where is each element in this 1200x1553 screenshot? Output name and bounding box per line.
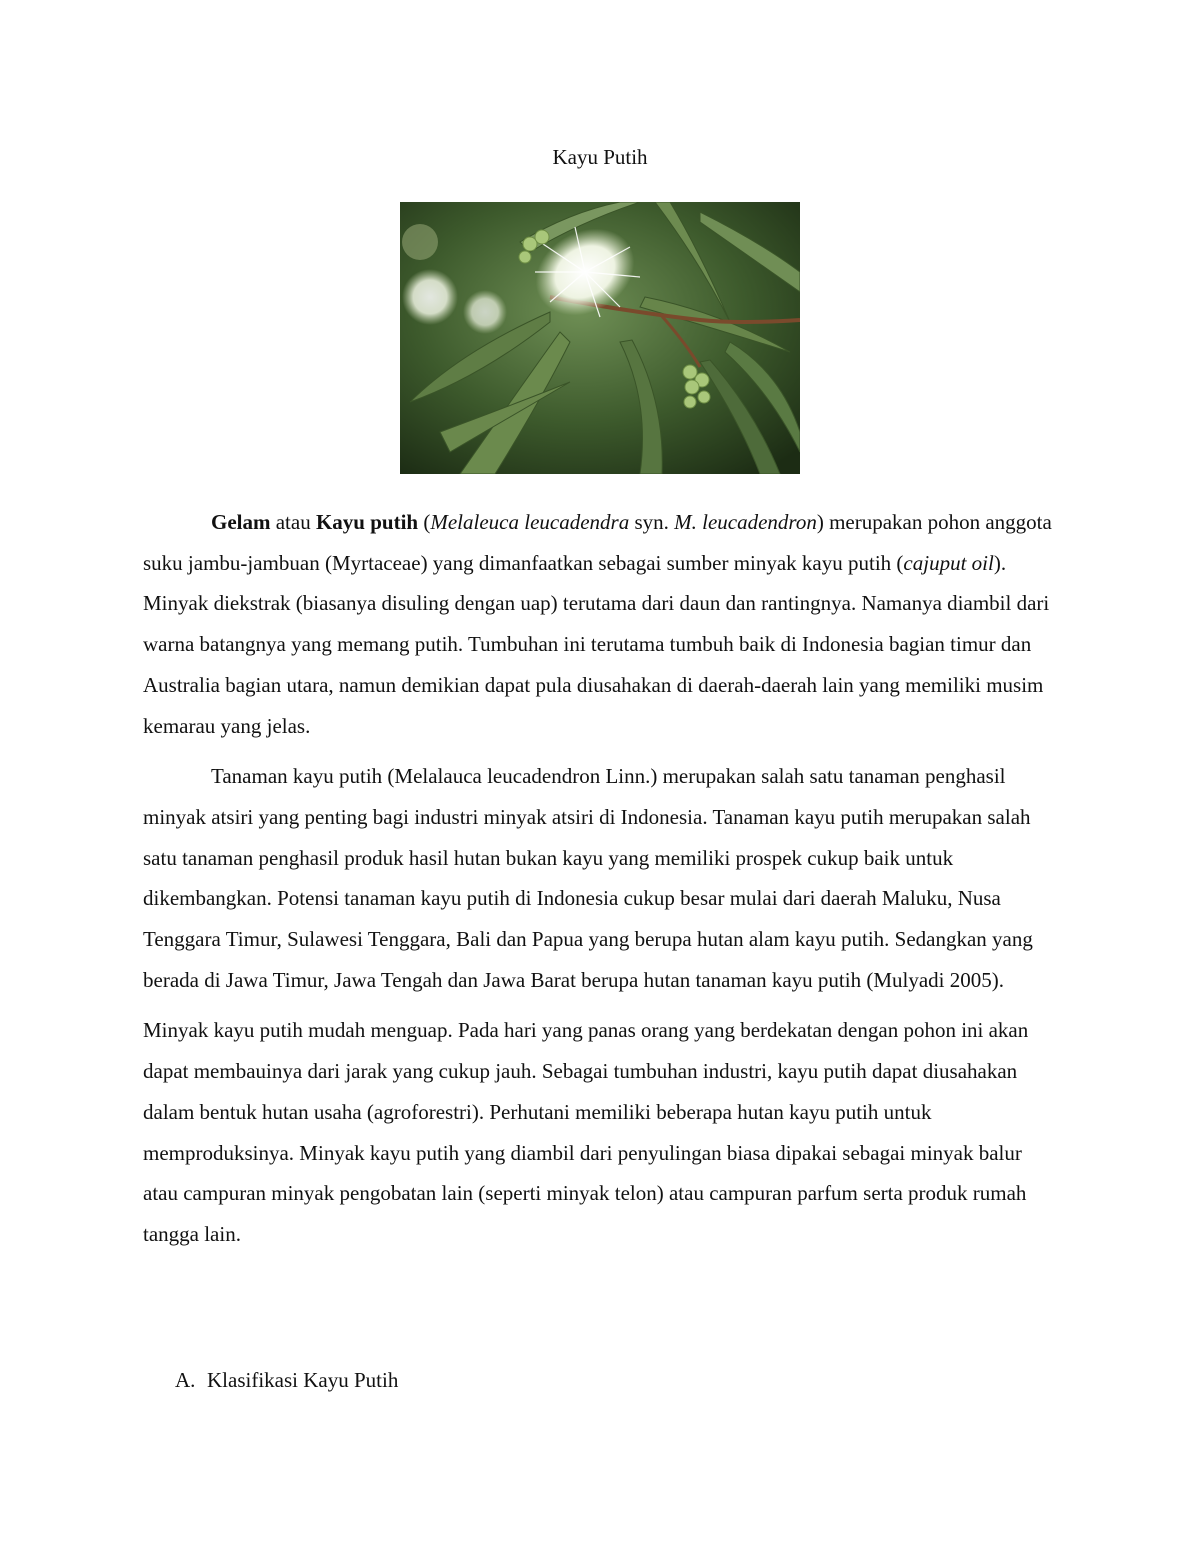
section-label: Klasifikasi Kayu Putih	[207, 1368, 399, 1392]
flower-illustration	[400, 202, 800, 474]
term-gelam: Gelam	[211, 510, 271, 534]
paragraph-2: Tanaman kayu putih (Melalauca leucadendron Linn.) merupakan salah satu tanaman penghasil minyak atsiri yang penting bagi industri minyak atsiri di Indonesia. Tanaman kayu putih merupakan salah satu tanaman penghasil produk hasil hutan bukan kayu yang memiliki prospek cukup baik untuk dikembangkan. Potensi tanaman kayu putih di Indonesia cukup besar mulai dari daerah Maluku, Nusa Tenggara Timur, Sulawesi Tenggara, Bali dan Papua yang berupa hutan alam kayu putih. Sedangkan yang berada di Jawa Timur, Jawa Tengah dan Jawa Barat berupa hutan tanaman kayu putih (Mulyadi 2005).	[143, 764, 1033, 992]
text-span: atau	[270, 510, 316, 534]
body-text	[143, 502, 1058, 1255]
text-span: ) merupakan pohon anggota suku jambu-jambuan (Myrtaceae) yang dimanfaatkan sebagai sumber minyak kayu putih (	[143, 510, 1052, 575]
paragraph-3: Minyak kayu putih mudah menguap. Pada hari yang panas orang yang berdekatan dengan pohon ini akan dapat membauinya dari jarak yang cukup jauh. Sebagai tumbuhan industri, kayu putih dapat diusahakan dalam bentuk hutan usaha (agroforestri). Perhutani memiliki beberapa hutan kayu putih untuk memproduksinya. Minyak kayu putih yang diambil dari penyulingan biasa dipakai sebagai minyak balur atau campuran minyak pengobatan lain (seperti minyak telon) atau campuran parfum serta produk rumah tangga lain.	[143, 1018, 1029, 1246]
text-span: (	[418, 510, 431, 534]
document-title: Kayu Putih	[552, 145, 648, 169]
section-number: A.	[175, 1368, 196, 1392]
term-cajuput-oil: cajuput oil	[903, 550, 994, 575]
paragraph-1	[143, 502, 1058, 746]
text-span: ). Minyak diekstrak (biasanya disuling dengan uap) terutama dari daun dan rantingnya. Namanya diambil dari warna batangnya yang memang putih. Tumbuhan ini terutama tumbuh baik di Indonesia bagian timur dan Australia bagian utara, namun demikian dapat pula diusahakan di daerah-daerah lain yang memiliki musim kemarau yang jelas.	[143, 550, 1050, 738]
text-span: syn.	[629, 510, 675, 534]
kayu-putih-flower-photo	[400, 202, 800, 474]
scientific-synonym: M. leucadendron	[674, 510, 817, 534]
section-heading	[175, 1364, 398, 1396]
scientific-name: Melaleuca leucadendra	[430, 510, 630, 534]
term-kayu-putih: Kayu putih	[315, 510, 419, 534]
